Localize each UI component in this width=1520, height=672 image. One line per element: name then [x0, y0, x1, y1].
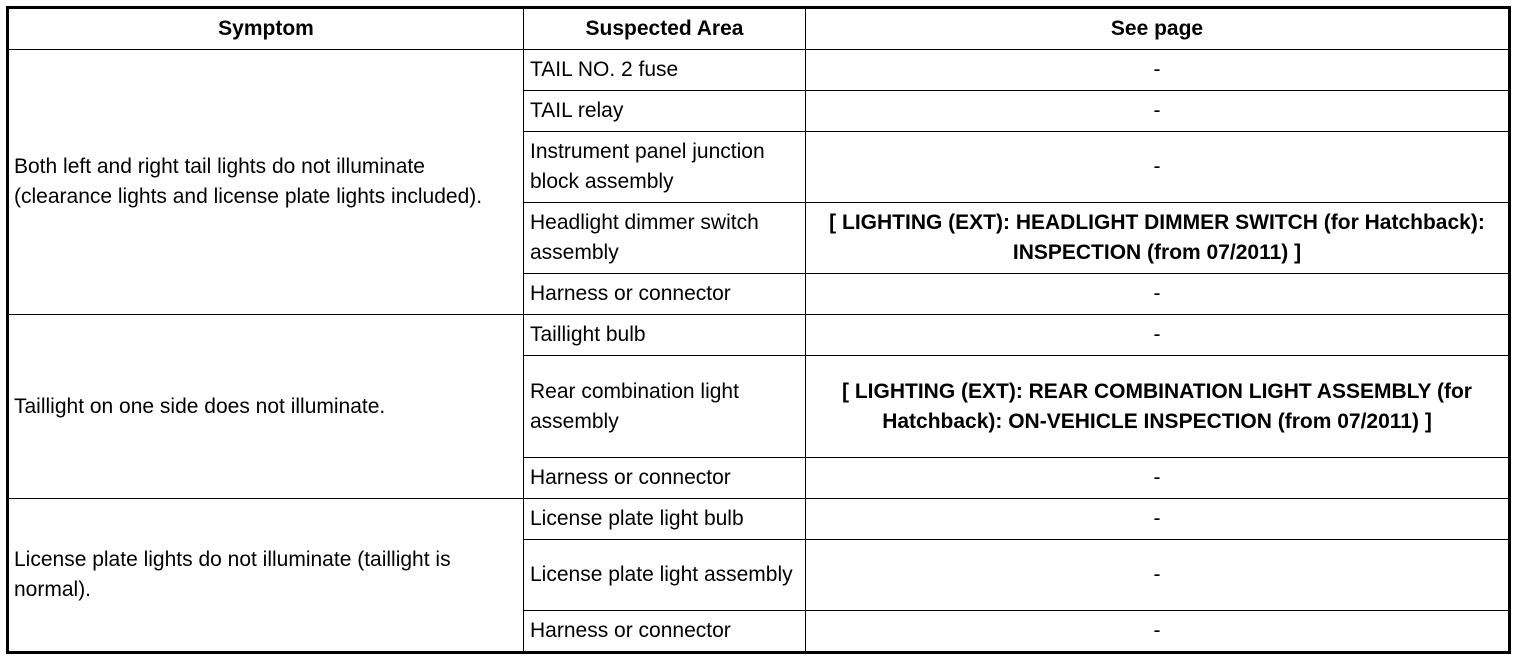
- suspected-area-cell: License plate light bulb: [524, 499, 806, 540]
- suspected-area-cell: Headlight dimmer switch assembly: [524, 203, 806, 274]
- suspected-area-cell: Harness or connector: [524, 274, 806, 315]
- table-row: [8, 50, 1510, 91]
- header-see-page: See page: [806, 8, 1510, 50]
- document-page: [6, 6, 1511, 654]
- suspected-area-cell: Harness or connector: [524, 611, 806, 653]
- header-suspected-area: Suspected Area: [524, 8, 806, 50]
- suspected-area-cell: Rear combination light assembly: [524, 356, 806, 458]
- suspected-area-cell: TAIL relay: [524, 91, 806, 132]
- table-row: [8, 499, 1510, 540]
- see-page-cell: -: [806, 499, 1510, 540]
- see-page-cell: -: [806, 274, 1510, 315]
- suspected-area-cell: TAIL NO. 2 fuse: [524, 50, 806, 91]
- see-page-cell: -: [806, 50, 1510, 91]
- see-page-cell: -: [806, 611, 1510, 653]
- see-page-cell: -: [806, 458, 1510, 499]
- header-symptom: Symptom: [8, 8, 524, 50]
- symptom-cell: License plate lights do not illuminate (taillight is normal).: [8, 499, 524, 653]
- see-page-link[interactable]: [ LIGHTING (EXT): HEADLIGHT DIMMER SWITCH (for Hatchback): INSPECTION (from 07/2011) ]: [806, 203, 1510, 274]
- table-row: [8, 315, 1510, 356]
- see-page-cell: -: [806, 91, 1510, 132]
- see-page-cell: -: [806, 132, 1510, 203]
- suspected-area-cell: Taillight bulb: [524, 315, 806, 356]
- symptom-table: [6, 6, 1511, 654]
- suspected-area-cell: Harness or connector: [524, 458, 806, 499]
- see-page-link[interactable]: [ LIGHTING (EXT): REAR COMBINATION LIGHT ASSEMBLY (for Hatchback): ON-VEHICLE INSPECTION (from 07/2011) ]: [806, 356, 1510, 458]
- suspected-area-cell: Instrument panel junction block assembly: [524, 132, 806, 203]
- header-row: [8, 8, 1510, 50]
- symptom-cell: Both left and right tail lights do not illuminate (clearance lights and license plate lights included).: [8, 50, 524, 315]
- see-page-cell: -: [806, 540, 1510, 611]
- suspected-area-cell: License plate light assembly: [524, 540, 806, 611]
- symptom-cell: Taillight on one side does not illuminate.: [8, 315, 524, 499]
- see-page-cell: -: [806, 315, 1510, 356]
